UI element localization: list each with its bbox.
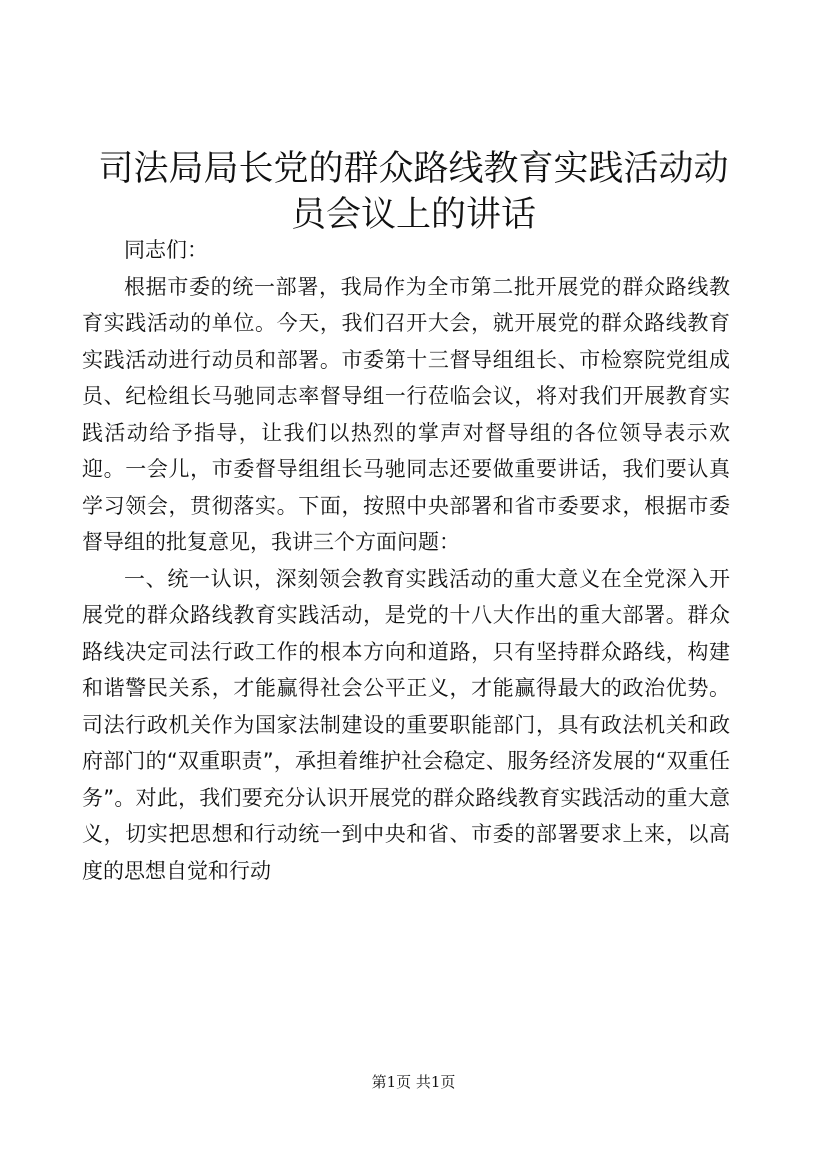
salutation-paragraph: 同志们： [124,238,208,262]
intro-paragraph: 根据市委的统一部署，我局作为全市第二批开展党的群众路线教育实践活动的单位。今天，我们召开大会，就开展党的群众路线教育实践活动进行动员和部署。市委第十三督导组组长、市检察院党组成员、纪检组长马驰同志率督导组一行莅临会议，将对我们开展教育实践活动给予指导，让我们以热烈的掌声对督导组的各位领导表示欢迎。一会儿，市委督导组组长马驰同志还要做重要讲话，我们要认真学习领会，贯彻落实。下面，按照中央部署和省市委要求，根据市委督导组的批复意见，我讲三个方面问题： [82,274,730,554]
document-title: 司法局局长党的群众路线教育实践活动动员会议上的讲话 [98,149,729,235]
document-body [82,232,730,889]
section-one-paragraph: 一、统一认识，深刻领会教育实践活动的重大意义在全党深入开展党的群众路线教育实践活动，是党的十八大作出的重大部署。群众路线决定司法行政工作的根本方向和道路，只有坚持群众路线，构建和谐警民关系，才能赢得社会公平正义，才能赢得最大的政治优势。司法行政机关作为国家法制建设的重要职能部门，具有政法机关和政府部门的“双重职责”，承担着维护社会稳定、服务经济发展的“双重任务”。对此，我们要充分认识开展党的群众路线教育实践活动的重大意义，切实把思想和行动统一到中央和省、市委的部署要求上来，以高度的思想自觉和行动 [82,566,730,883]
page-number-footer: 第1页 共1页 [371,1073,456,1091]
